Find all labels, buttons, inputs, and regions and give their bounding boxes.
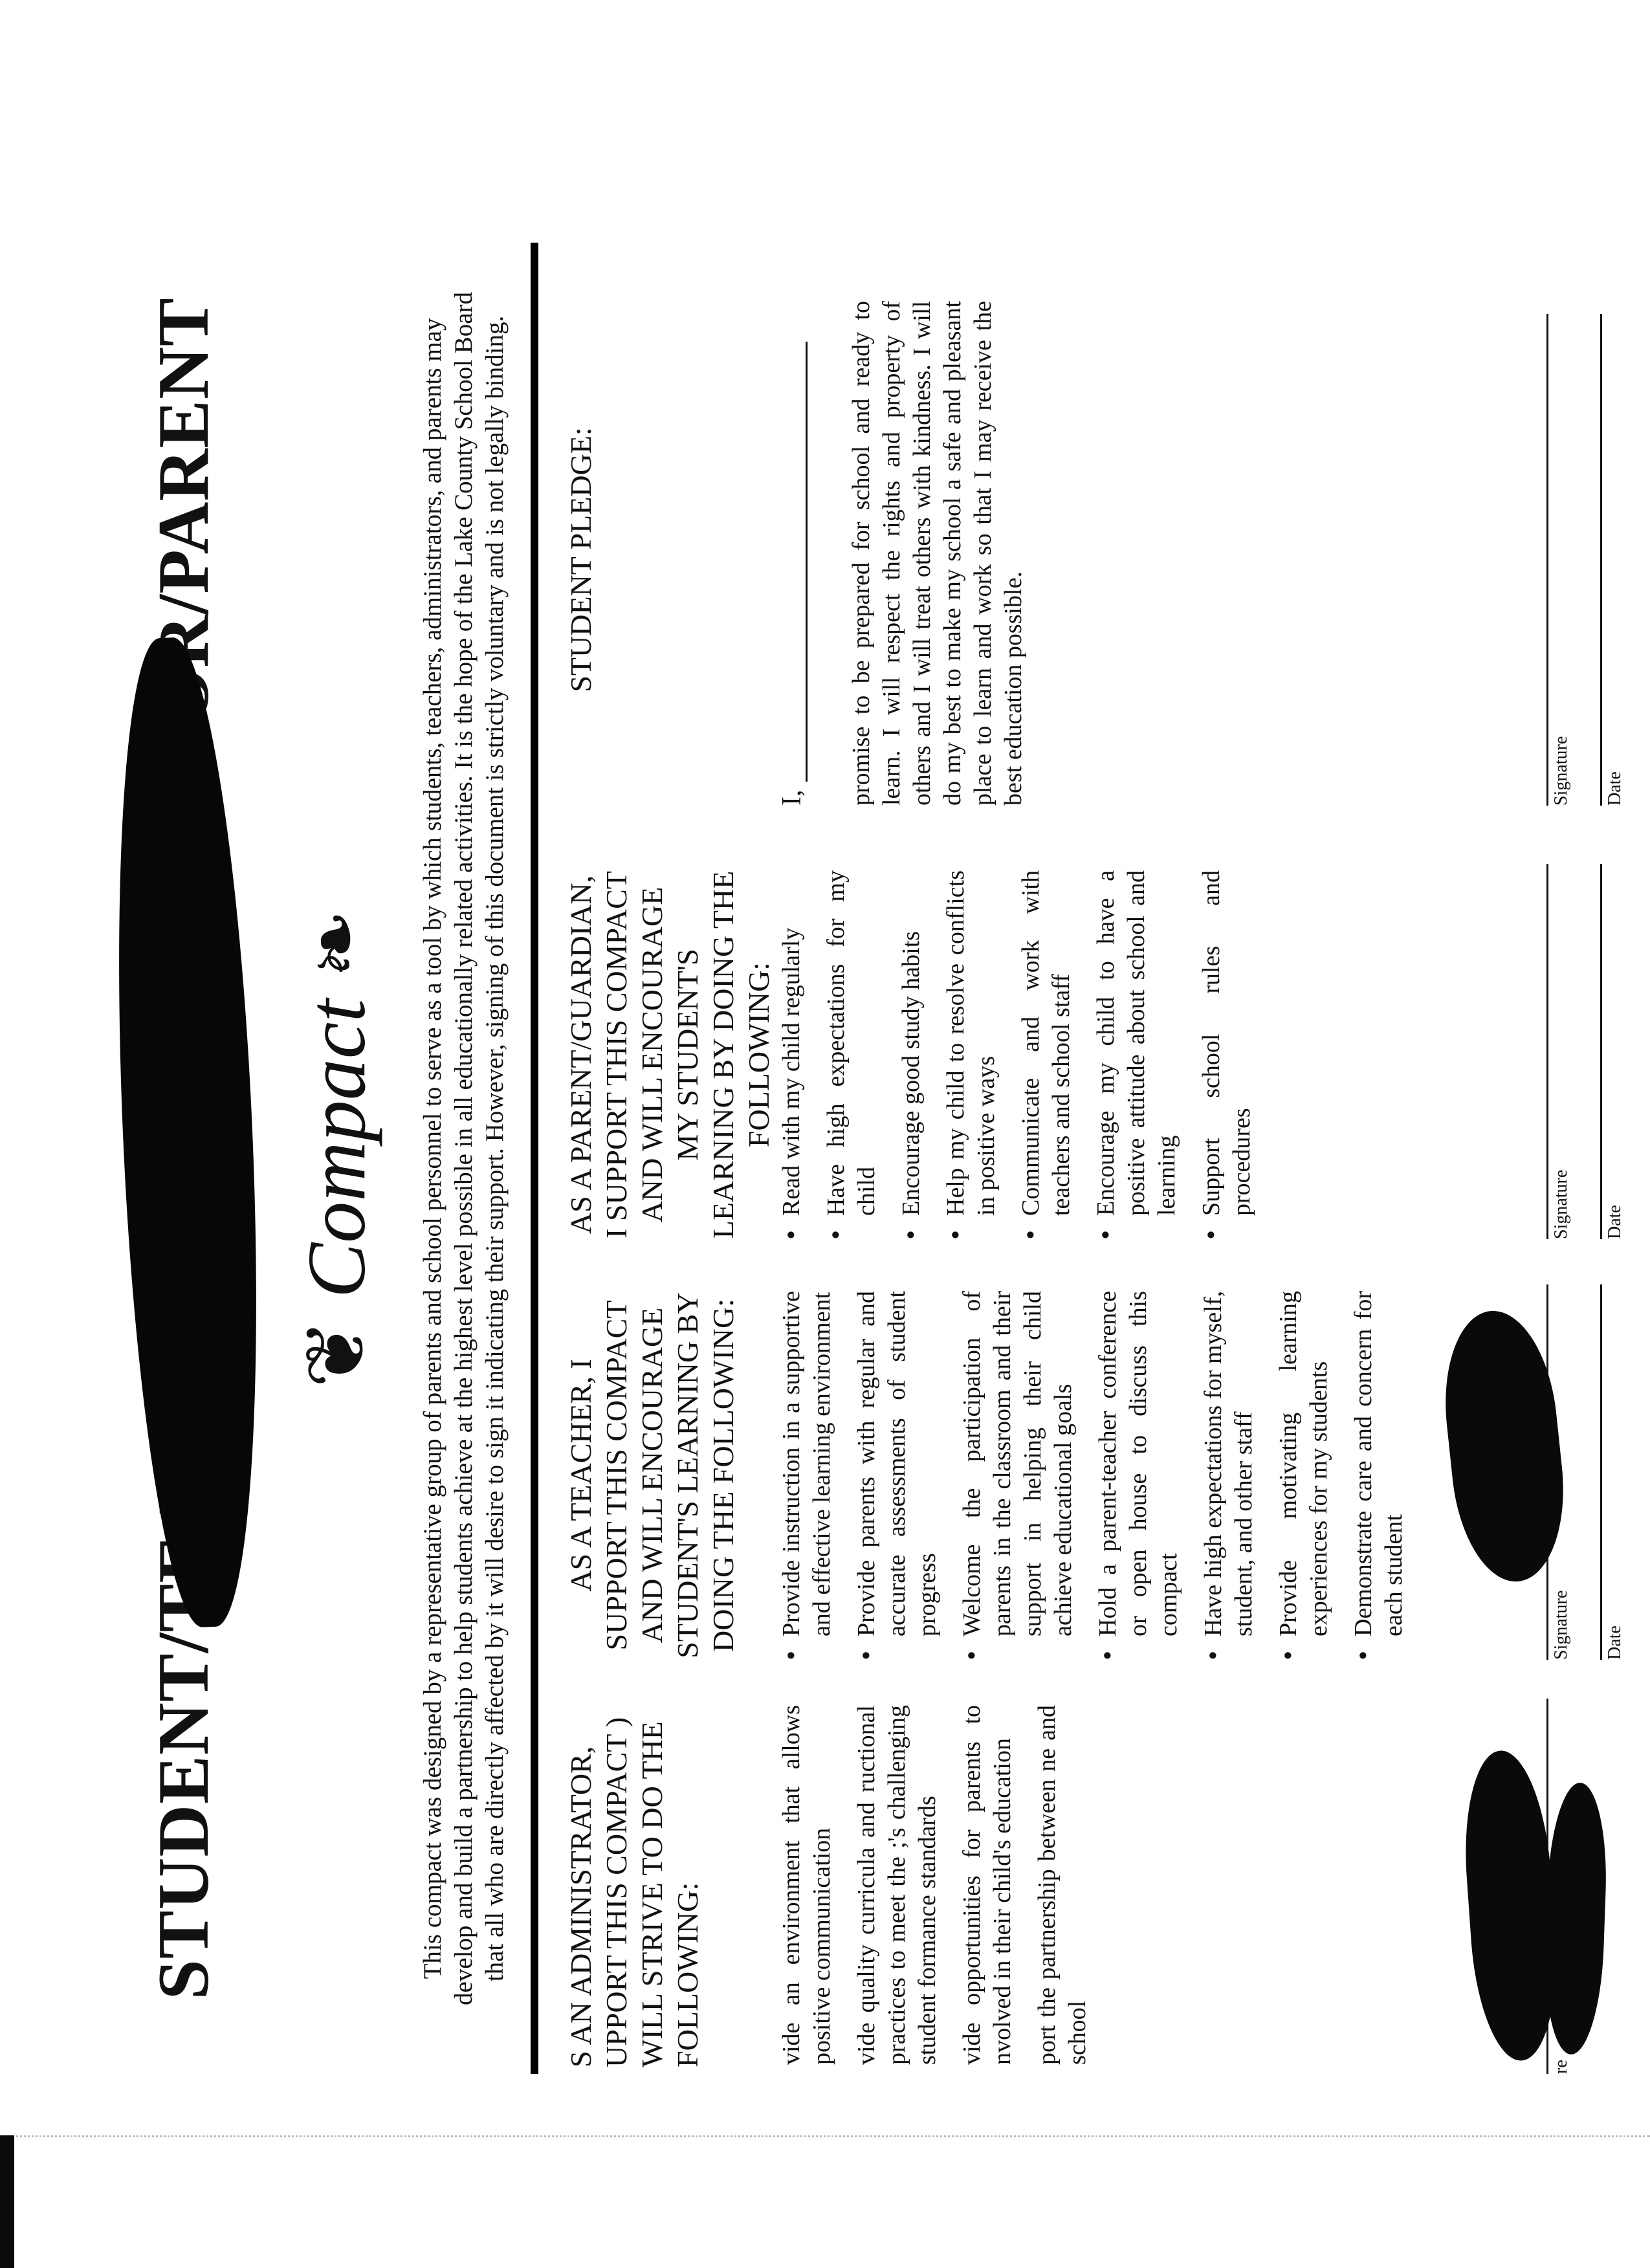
student-signature-block [1546, 314, 1625, 806]
list-item: vide opportunities for parents to nvolved in their child's education [958, 1705, 1016, 2065]
list-item: • Demonstrate care and concern for each student [1350, 1291, 1407, 1660]
teacher-list [776, 1291, 1409, 1660]
document-subtitle [288, 262, 384, 2035]
list-item: • Have high expectations for myself, student, and other staff [1200, 1291, 1257, 1660]
student-signature-line[interactable] [1546, 314, 1590, 806]
list-item: • Hold a parent-teacher conference or open house to discuss this compact [1094, 1291, 1182, 1660]
parent-signature-line[interactable] [1546, 864, 1590, 1239]
date-label: Date [1605, 771, 1625, 806]
list-item: • Provide motivating learning experiences for my students [1275, 1291, 1332, 1660]
signature-label: Signature [1551, 1169, 1571, 1239]
list-item: • Encourage my child to have a positive attitude about school and learning [1092, 870, 1180, 1239]
bullet-icon: • [778, 1651, 805, 1660]
teacher-column [563, 1291, 1424, 1660]
bullet-icon: • [1200, 1651, 1227, 1660]
parent-date-line[interactable] [1600, 864, 1625, 1239]
list-item: vide quality curricula and ructional practices to meet the ;'s challenging student formance standards [853, 1705, 941, 2065]
list-item: • Communicate and work with teachers and school staff [1017, 870, 1075, 1239]
administrator-list [776, 1705, 1093, 2074]
student-name-field[interactable] [780, 342, 808, 782]
student-date-line[interactable] [1600, 314, 1625, 806]
ornament-right-icon: ❧ [291, 908, 382, 978]
parent-column [563, 870, 1271, 1239]
title-redaction [102, 635, 274, 1629]
bullet-icon: • [1275, 1651, 1302, 1660]
bullet-icon: • [1198, 1230, 1225, 1239]
subtitle-text: Compact [291, 998, 382, 1299]
bullet-icon: • [942, 1230, 969, 1239]
list-item: • Encourage good study habits [896, 870, 927, 1239]
teacher-heading: AS A TEACHER, I SUPPORT THIS COMPACT AND WILL ENCOURAGE STUDENT'S LEARNING BY DOING THE FOLLOWING: [564, 1292, 740, 1658]
list-item: • Provide parents with regular and accurate assessments of student progress [853, 1291, 941, 1660]
student-heading: STUDENT PLEDGE: [564, 427, 597, 692]
signature-label: Signature [1551, 1590, 1571, 1660]
bullet-icon: • [1094, 1651, 1121, 1660]
date-label: Date [1605, 1625, 1625, 1660]
teacher-date-line[interactable] [1600, 1284, 1625, 1660]
date-label: Date [1605, 1205, 1625, 1239]
signature-label: re [1551, 2060, 1571, 2074]
heavy-rule-divider [531, 243, 538, 2074]
bullet-icon: • [1017, 1230, 1044, 1239]
parent-signature-block [1546, 864, 1625, 1239]
bullet-icon: • [897, 1230, 925, 1239]
student-column [563, 301, 1029, 819]
parent-heading: AS A PARENT/GUARDIAN, I SUPPORT THIS COMPACT AND WILL ENCOURAGE MY STUDENT'S LEARNING BY DOING THE FOLLOWING: [564, 870, 775, 1239]
list-item: • Help my child to resolve conflicts in positive ways [942, 870, 1000, 1239]
list-item: • Support school rules and procedures [1198, 870, 1255, 1239]
parent-list [776, 870, 1257, 1239]
list-item: • Provide instruction in a supportive and effective learning environment [778, 1291, 835, 1660]
bullet-icon: • [853, 1651, 880, 1660]
list-item: • Have high expectations for my child [822, 870, 880, 1239]
list-item: • Welcome the participation of parents in the classroom and their support in helping their child achieve educational goals [958, 1291, 1077, 1660]
bullet-icon: • [958, 1651, 985, 1660]
list-item: port the partnership between ne and school [1033, 1705, 1091, 2065]
pledge-prefix: I, [777, 789, 807, 806]
list-item: vide an environment that allows positive communication [778, 1705, 835, 2065]
compact-document [0, 133, 1650, 2268]
intro-paragraph: This compact was designed by a representative group of parents and school personnel to serve as a tool by which students, teachers, administrators, and parents may develop and build a partnership to help students achieve at the highest level possible in all educationally related activities. It is the hope of the Lake County School Board that all who are directly affected by it will desire to sign it indicating their support. However, signing of this document is strictly voluntary and is not legally binding. [419, 291, 509, 2006]
bullet-icon: • [778, 1230, 805, 1239]
administrator-column [563, 1705, 1107, 2074]
administrator-heading: S AN ADMINISTRATOR, UPPORT THIS COMPACT ) WILL STRIVE TO DO THE FOLLOWING: [564, 1717, 704, 2067]
bullet-icon: • [1092, 1230, 1119, 1239]
signature-label: Signature [1551, 736, 1571, 806]
bullet-icon: • [1350, 1651, 1377, 1660]
list-item: • Read with my child regularly [776, 870, 807, 1239]
ornament-left-icon: ❦ [291, 1319, 382, 1389]
student-name-blank [776, 301, 808, 806]
student-pledge-text: promise to be prepared for school and ready to learn. I will respect the rights and property of others and I will treat others with kindness. I will do my best to make my school a safe and pleasant place to learn and work so that I may receive the best education possible. [848, 301, 1027, 806]
bullet-icon: • [822, 1230, 850, 1239]
